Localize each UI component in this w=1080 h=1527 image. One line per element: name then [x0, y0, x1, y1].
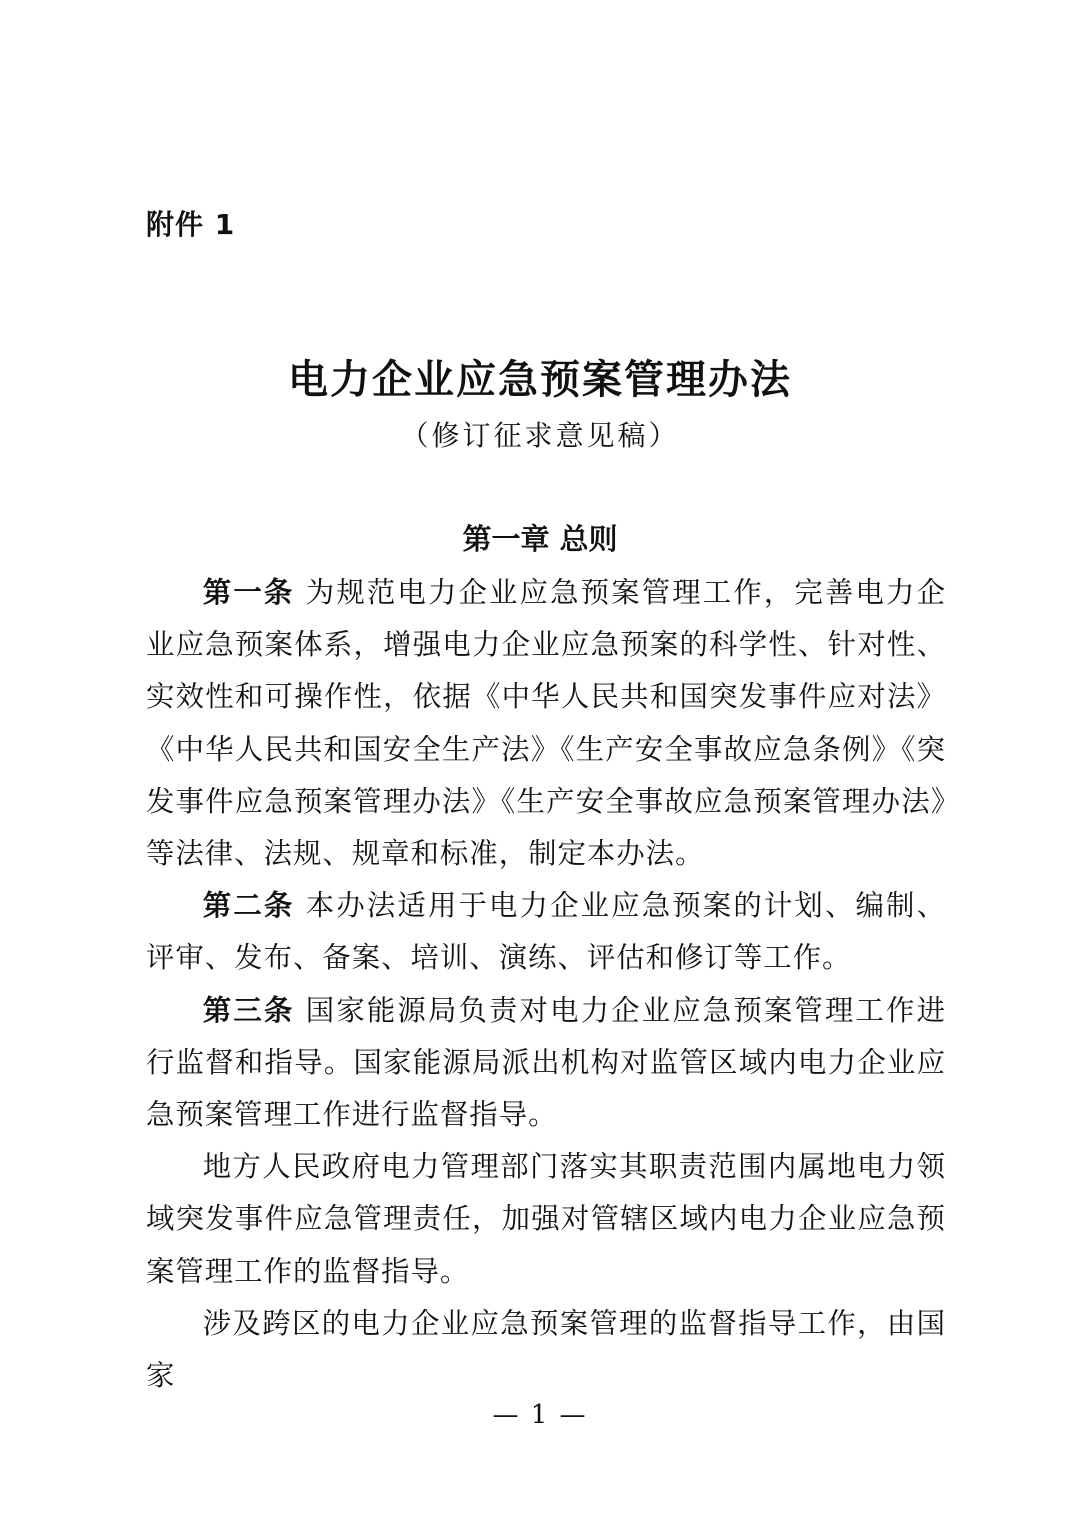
article-label: 第一条	[202, 576, 295, 609]
article-3	[146, 985, 946, 1142]
paragraph: 涉及跨区的电力企业应急预案管理的监督指导工作，由国家	[146, 1306, 946, 1393]
document-body	[146, 567, 946, 1402]
page-number: — 1 —	[492, 1400, 588, 1430]
article-label: 第三条	[202, 993, 295, 1027]
document-subtitle: （修订征求意见稿）	[400, 419, 680, 452]
document-title: 电力企业应急预案管理办法	[288, 356, 792, 403]
attachment-label: 附件 1	[146, 208, 236, 241]
article-text: 国家能源局负责对电力企业应急预案管理工作进行监督和指导。国家能源局派出机构对监管区域内电力企业应急预案管理工作进行监督指导。	[146, 993, 946, 1132]
article-2	[146, 880, 946, 984]
article-text: 为规范电力企业应急预案管理工作，完善电力企业应急预案体系，增强电力企业应急预案的科学性、针对性、实效性和可操作性，依据《中华人民共和国突发事件应对法》《中华人民共和国安全生产法》《生产安全事故应急条例》《突发事件应急预案管理办法》《生产安全事故应急预案管理办法》等法律、法规、规章和标准，制定本办法。	[146, 576, 946, 871]
article-1	[146, 567, 946, 880]
paragraph: 地方人民政府电力管理部门落实其职责范围内属地电力领域突发事件应急管理责任，加强对管辖区域内电力企业应急预案管理工作的监督指导。	[146, 1150, 946, 1288]
article-label: 第二条	[202, 889, 295, 923]
article-text: 本办法适用于电力企业应急预案的计划、编制、评审、发布、备案、培训、演练、评估和修订等工作。	[146, 889, 946, 975]
chapter-heading: 第一章 总则	[462, 522, 618, 556]
